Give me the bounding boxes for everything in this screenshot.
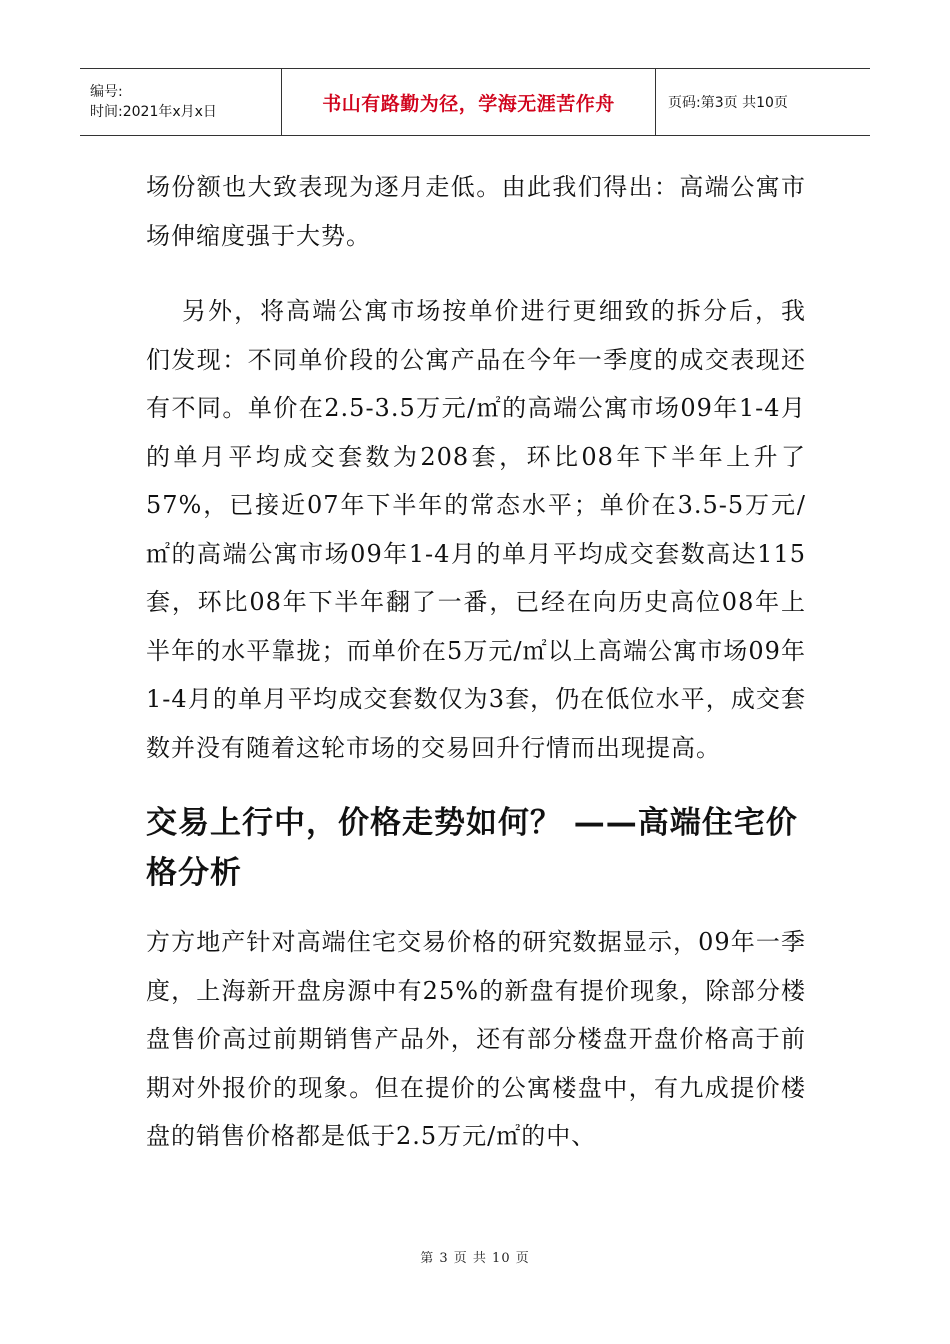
number-label: 编号: xyxy=(90,84,123,100)
section-heading: 交易上行中，价格走势如何？ ——高端住宅价格分析 xyxy=(146,805,798,891)
paragraph-3: 方方地产针对高端住宅交易价格的研究数据显示，09年一季度，上海新开盘房源中有25%的新盘有提价现象，除部分楼盘售价高过前期销售产品外，还有部分楼盘开盘价格高于前期对外报价的现象。但在提价的公寓楼盘中，有九成提价楼盘的销售价格都是低于2.5万元/㎡的中、 xyxy=(146,928,806,1150)
motto-text: 书山有路勤为径，学海无涯苦作舟 xyxy=(322,92,615,115)
header-meta-cell xyxy=(80,69,282,135)
page-label: 页码:第3页 共10页 xyxy=(668,95,788,111)
header-page-cell xyxy=(656,69,870,135)
document-body xyxy=(146,163,806,1161)
paragraph-2: 另外，将高端公寓市场按单价进行更细致的拆分后，我们发现：不同单价段的公寓产品在今年一季度的成交表现还有不同。单价在2.5-3.5万元/㎡的高端公寓市场09年1-4月的单月平均成交套数为208套，环比08年下半年上升了57%，已接近07年下半年的常态水平；单价在3.5-5万元/㎡的高端公寓市场09年1-4月的单月平均成交套数高达115套，环比08年下半年翻了一番，已经在向历史高位08年上半年的水平靠拢；而单价在5万元/㎡以上高端公寓市场09年1-4月的单月平均成交套数仅为3套，仍在低位水平，成交套数并没有随着这轮市场的交易回升行情而出现提高。 xyxy=(146,297,806,762)
time-label: 时间:2021年x月x日 xyxy=(90,104,217,120)
paragraph-1: 场份额也大致表现为逐月走低。由此我们得出：高端公寓市场伸缩度强于大势。 xyxy=(146,173,806,250)
page-footer: 第 3 页 共 10 页 xyxy=(420,1251,530,1266)
header-motto-cell xyxy=(282,69,656,135)
page-header xyxy=(80,68,870,136)
